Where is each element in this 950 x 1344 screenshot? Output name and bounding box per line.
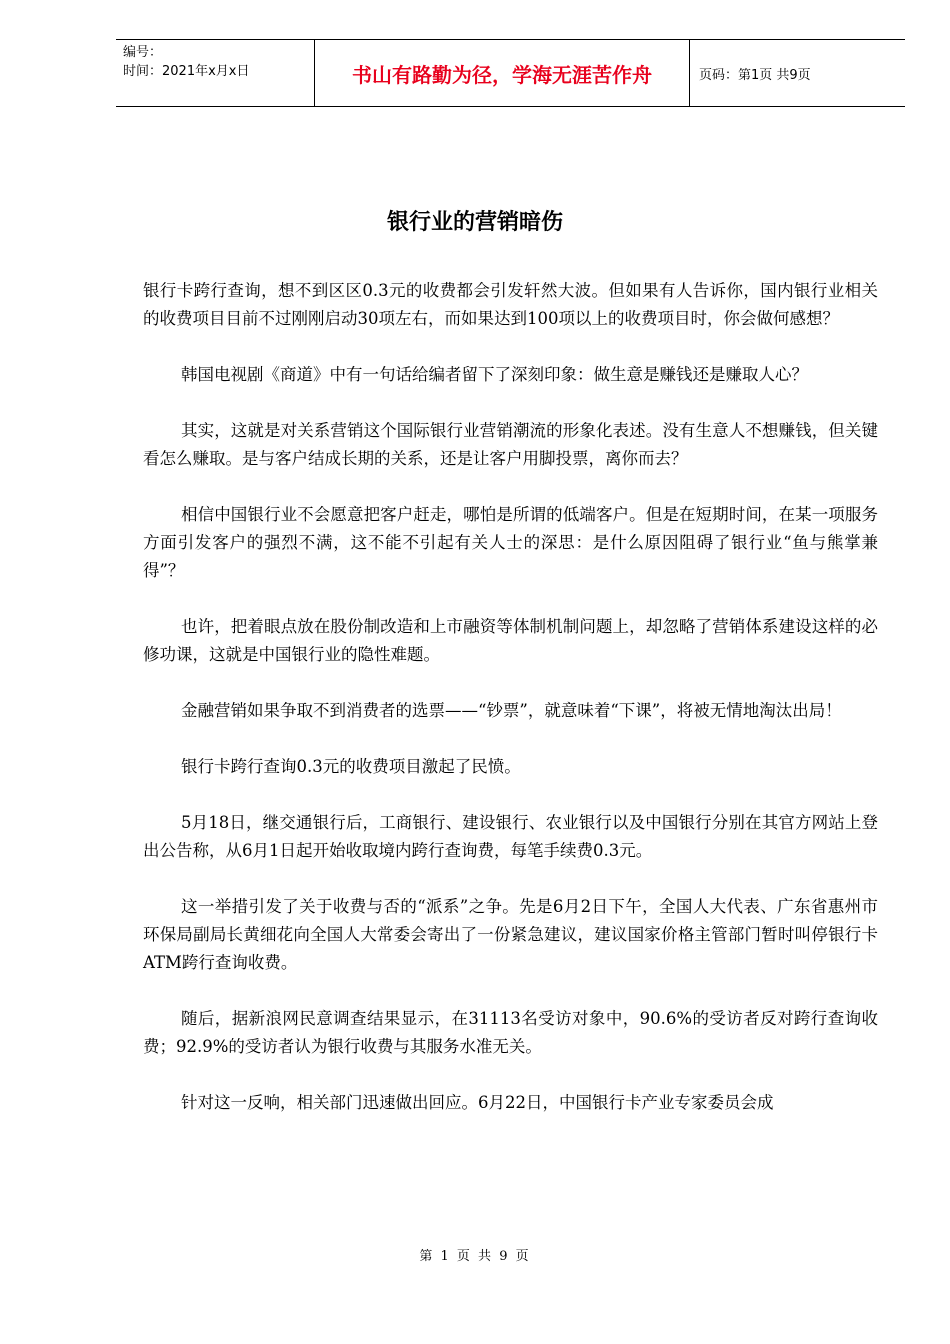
paragraph: 银行卡跨行查询0.3元的收费项目激起了民愤。 [181,757,521,776]
header-page-info: 页码：第1页 共9页 [699,67,811,83]
header-motto: 书山有路勤为径，学海无涯苦作舟 [315,40,690,106]
paragraph: 也许，把着眼点放在股份制改造和上市融资等体制机制问题上，却忽略了营销体系建设这样的必修功课，这就是中国银行业的隐性难题。 [143,617,878,664]
serial-number-label: 编号： [123,45,163,60]
paragraph: 相信中国银行业不会愿意把客户赶走，哪怕是所谓的低端客户。但是在短期时间，在某一项服务方面引发客户的强烈不满，这不能不引起有关人士的深思：是什么原因阻碍了银行业“鱼与熊掌兼得”？ [143,505,878,580]
page-header [116,39,905,107]
paragraph: 银行卡跨行查询，想不到区区0.3元的收费都会引发轩然大波。但如果有人告诉你，国内银行业相关的收费项目目前不过刚刚启动30项左右，而如果达到100项以上的收费项目时，你会做何感想？ [143,281,878,328]
page-footer: 第 1 页 共 9 页 [419,1249,531,1264]
paragraph: 其实，这就是对关系营销这个国际银行业营销潮流的形象化表述。没有生意人不想赚钱，但关键看怎么赚取。是与客户结成长期的关系，还是让客户用脚投票，离你而去？ [143,421,878,468]
paragraph: 这一举措引发了关于收费与否的“派系”之争。先是6月2日下午，全国人大代表、广东省惠州市环保局副局长黄细花向全国人大常委会寄出了一份紧急建议，建议国家价格主管部门暂时叫停银行卡ATM跨行查询收费。 [143,897,878,972]
paragraph: 5月18日，继交通银行后，工商银行、建设银行、农业银行以及中国银行分别在其官方网站上登出公告称，从6月1日起开始收取境内跨行查询费，每笔手续费0.3元。 [143,813,878,860]
paragraph: 针对这一反响，相关部门迅速做出回应。6月22日，中国银行卡产业专家委员会成 [181,1093,774,1112]
document-title: 银行业的营销暗伤 [386,209,563,235]
paragraph: 韩国电视剧《商道》中有一句话给编者留下了深刻印象：做生意是赚钱还是赚取人心？ [181,365,808,384]
date-label: 时间：2021年x月x日 [123,64,250,79]
paragraph: 随后，据新浪网民意调查结果显示，在31113名受访对象中，90.6%的受访者反对跨行查询收费；92.9%的受访者认为银行收费与其服务水准无关。 [143,1009,878,1056]
header-meta [116,40,315,106]
document-body [143,277,878,1117]
paragraph: 金融营销如果争取不到消费者的选票——“钞票”，就意味着“下课”，将被无情地淘汰出局！ [181,701,842,720]
